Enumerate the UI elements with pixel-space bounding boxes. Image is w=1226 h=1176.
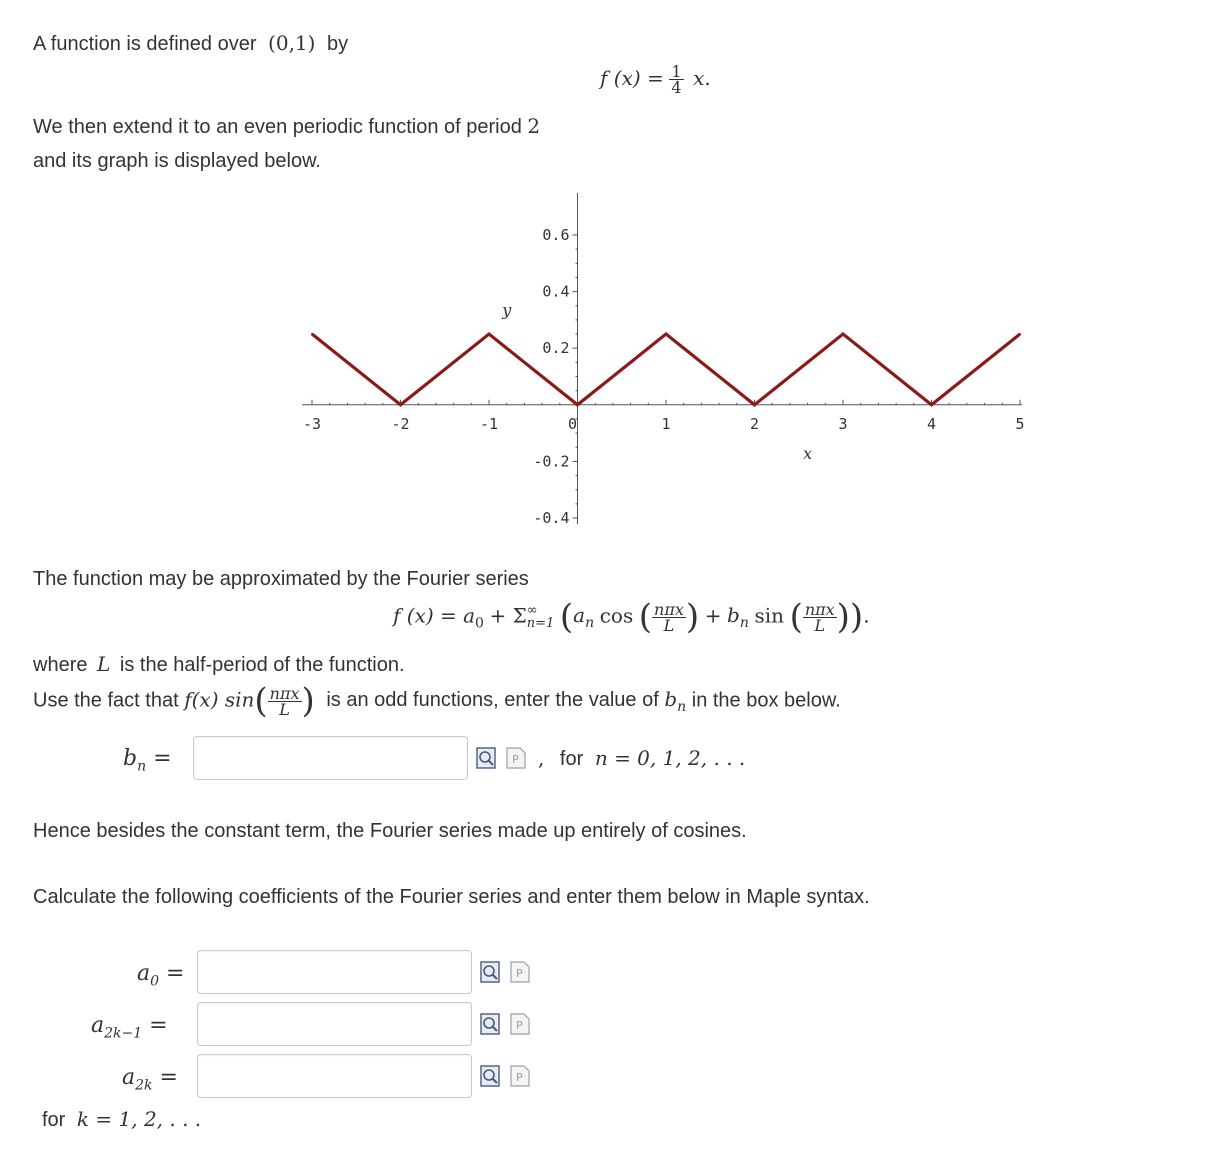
y-tick-label: 0.4 xyxy=(542,282,570,301)
bn-for-text: for xyxy=(559,748,584,770)
sum-upper: ∞ xyxy=(526,603,538,618)
y-tick-label: -0.4 xyxy=(533,509,570,527)
data-point xyxy=(754,404,756,406)
x-tick-label: 3 xyxy=(838,414,848,433)
svg-text:P: P xyxy=(516,1019,523,1032)
extension-line-1 xyxy=(33,114,540,139)
bn-for-range: , for n = 0, 1, 2, . . . xyxy=(538,746,746,770)
y-tick-label: 0.6 xyxy=(542,226,570,244)
x-tick-label: 4 xyxy=(926,414,937,433)
odd-question: Use the fact that f(x) sin( $\frac{\text{nπx}}{L}$ ) is an odd functions, enter the value of $b_n$ in the box below. xyxy=(33,681,841,721)
a2k-minus-1-input[interactable] xyxy=(197,1002,472,1046)
data-point xyxy=(311,333,313,335)
data-point xyxy=(577,404,579,406)
bn-inline-label: b xyxy=(664,687,678,712)
x-tick-label: 2 xyxy=(749,414,760,433)
x-tick-label: 5 xyxy=(1015,414,1025,433)
sin-label: sin xyxy=(754,603,784,628)
def-den: 4 xyxy=(671,78,682,97)
intro-by: by xyxy=(327,33,349,55)
intro-line xyxy=(33,31,348,56)
a0-letter: a xyxy=(137,961,151,986)
where-var: L xyxy=(97,652,111,676)
intro-text: A function is defined over xyxy=(33,33,257,55)
x-tick-label: -1 xyxy=(479,414,499,433)
x-tick-label: -2 xyxy=(391,414,410,433)
bn-label: $b_n$ = xyxy=(123,746,172,775)
data-point xyxy=(665,333,667,335)
odd-expr: f(x) sin xyxy=(184,687,255,712)
data-point xyxy=(931,404,933,406)
k-range-value: k = 1, 2, . . . xyxy=(76,1107,202,1131)
data-point xyxy=(488,333,490,335)
preview-icon[interactable] xyxy=(476,747,496,769)
data-point xyxy=(1019,333,1021,335)
y-tick-label: 0.2 xyxy=(542,339,570,358)
x-tick-label: 1 xyxy=(661,414,671,433)
svg-text:P: P xyxy=(516,967,523,980)
maple-help-icon[interactable] xyxy=(510,1013,530,1035)
hence-note: Hence besides the constant term, the Fourier series made up entirely of cosines. xyxy=(33,820,747,842)
series-line xyxy=(312,334,1020,405)
x-tick-label: -3 xyxy=(302,414,322,433)
preview-icon[interactable] xyxy=(480,961,500,983)
bn-label-text: b xyxy=(123,746,138,771)
where-prefix: where xyxy=(33,654,88,676)
interval: (0,1) xyxy=(268,31,316,55)
a2k-sub: 2k xyxy=(135,1077,153,1094)
a2k-input[interactable] xyxy=(197,1054,472,1098)
bn-input[interactable] xyxy=(193,736,468,780)
formula-lhs: f (x) = a xyxy=(393,603,476,628)
y-tick-label: -0.2 xyxy=(533,452,570,471)
preview-icon[interactable] xyxy=(480,1065,500,1087)
def-rhs: x. xyxy=(693,65,711,90)
data-point xyxy=(842,333,844,335)
svg-text:P: P xyxy=(516,1071,523,1084)
def-lhs: f (x) = xyxy=(600,65,664,90)
a0-sub: 0 xyxy=(150,973,160,990)
fourier-intro: The function may be approximated by the Fourier series xyxy=(33,568,529,590)
k-range xyxy=(42,1107,201,1132)
bn-range: n = 0, 1, 2, . . . xyxy=(594,746,746,770)
x-axis-label: x xyxy=(803,443,813,463)
calculate-note: Calculate the following coefficients of the Fourier series and enter them below in Maple syntax. xyxy=(33,886,870,908)
def-fraction xyxy=(669,64,683,95)
a0-input[interactable] xyxy=(197,950,472,994)
maple-help-icon[interactable] xyxy=(506,747,526,769)
maple-help-icon[interactable] xyxy=(510,1065,530,1087)
maple-help-icon[interactable] xyxy=(510,961,530,983)
a2k1-letter: a xyxy=(91,1013,105,1038)
odd-suffix-end: in the box below. xyxy=(691,689,841,712)
sum-lower: n=1 xyxy=(526,616,555,631)
cos-label: cos xyxy=(599,603,634,628)
odd-suffix-mid: is an odd functions, enter the value of xyxy=(326,689,659,712)
preview-icon[interactable] xyxy=(480,1013,500,1035)
where-suffix: is the half-period of the function. xyxy=(119,654,405,676)
function-definition xyxy=(600,64,711,95)
y-axis-label: y xyxy=(502,300,512,320)
a0-label: $a_0$ = xyxy=(137,961,185,990)
k-for-text: for xyxy=(42,1109,66,1131)
extension-line-2: and its graph is displayed below. xyxy=(33,150,321,172)
def-num: 1 xyxy=(671,62,682,81)
extension-text: We then extend it to an even periodic function of period xyxy=(33,116,522,138)
x-tick-label: 0 xyxy=(567,414,578,433)
where-line xyxy=(33,652,405,677)
svg-text:P: P xyxy=(512,753,519,766)
periodic-function-chart xyxy=(280,185,1040,545)
fourier-formula: f $(x) = a_0 + \Sigma$ ∞ n=1 ($a_n$ cos ( $\frac{\text{nπx}}{L}$ ) + $b_n$ sin ( $\frac{\text{nπx}}{L}$ )). xyxy=(393,597,870,637)
data-point xyxy=(400,404,402,406)
a2k-label: $a_{2k}$ = xyxy=(122,1065,178,1094)
odd-prefix: Use the fact that xyxy=(33,689,179,712)
a2k-minus-1-label: $a_{2k-1}$ = xyxy=(91,1013,168,1042)
a2k-letter: a xyxy=(122,1065,136,1090)
a2k1-sub: 2k−1 xyxy=(104,1025,143,1042)
period-value: 2 xyxy=(527,114,541,138)
